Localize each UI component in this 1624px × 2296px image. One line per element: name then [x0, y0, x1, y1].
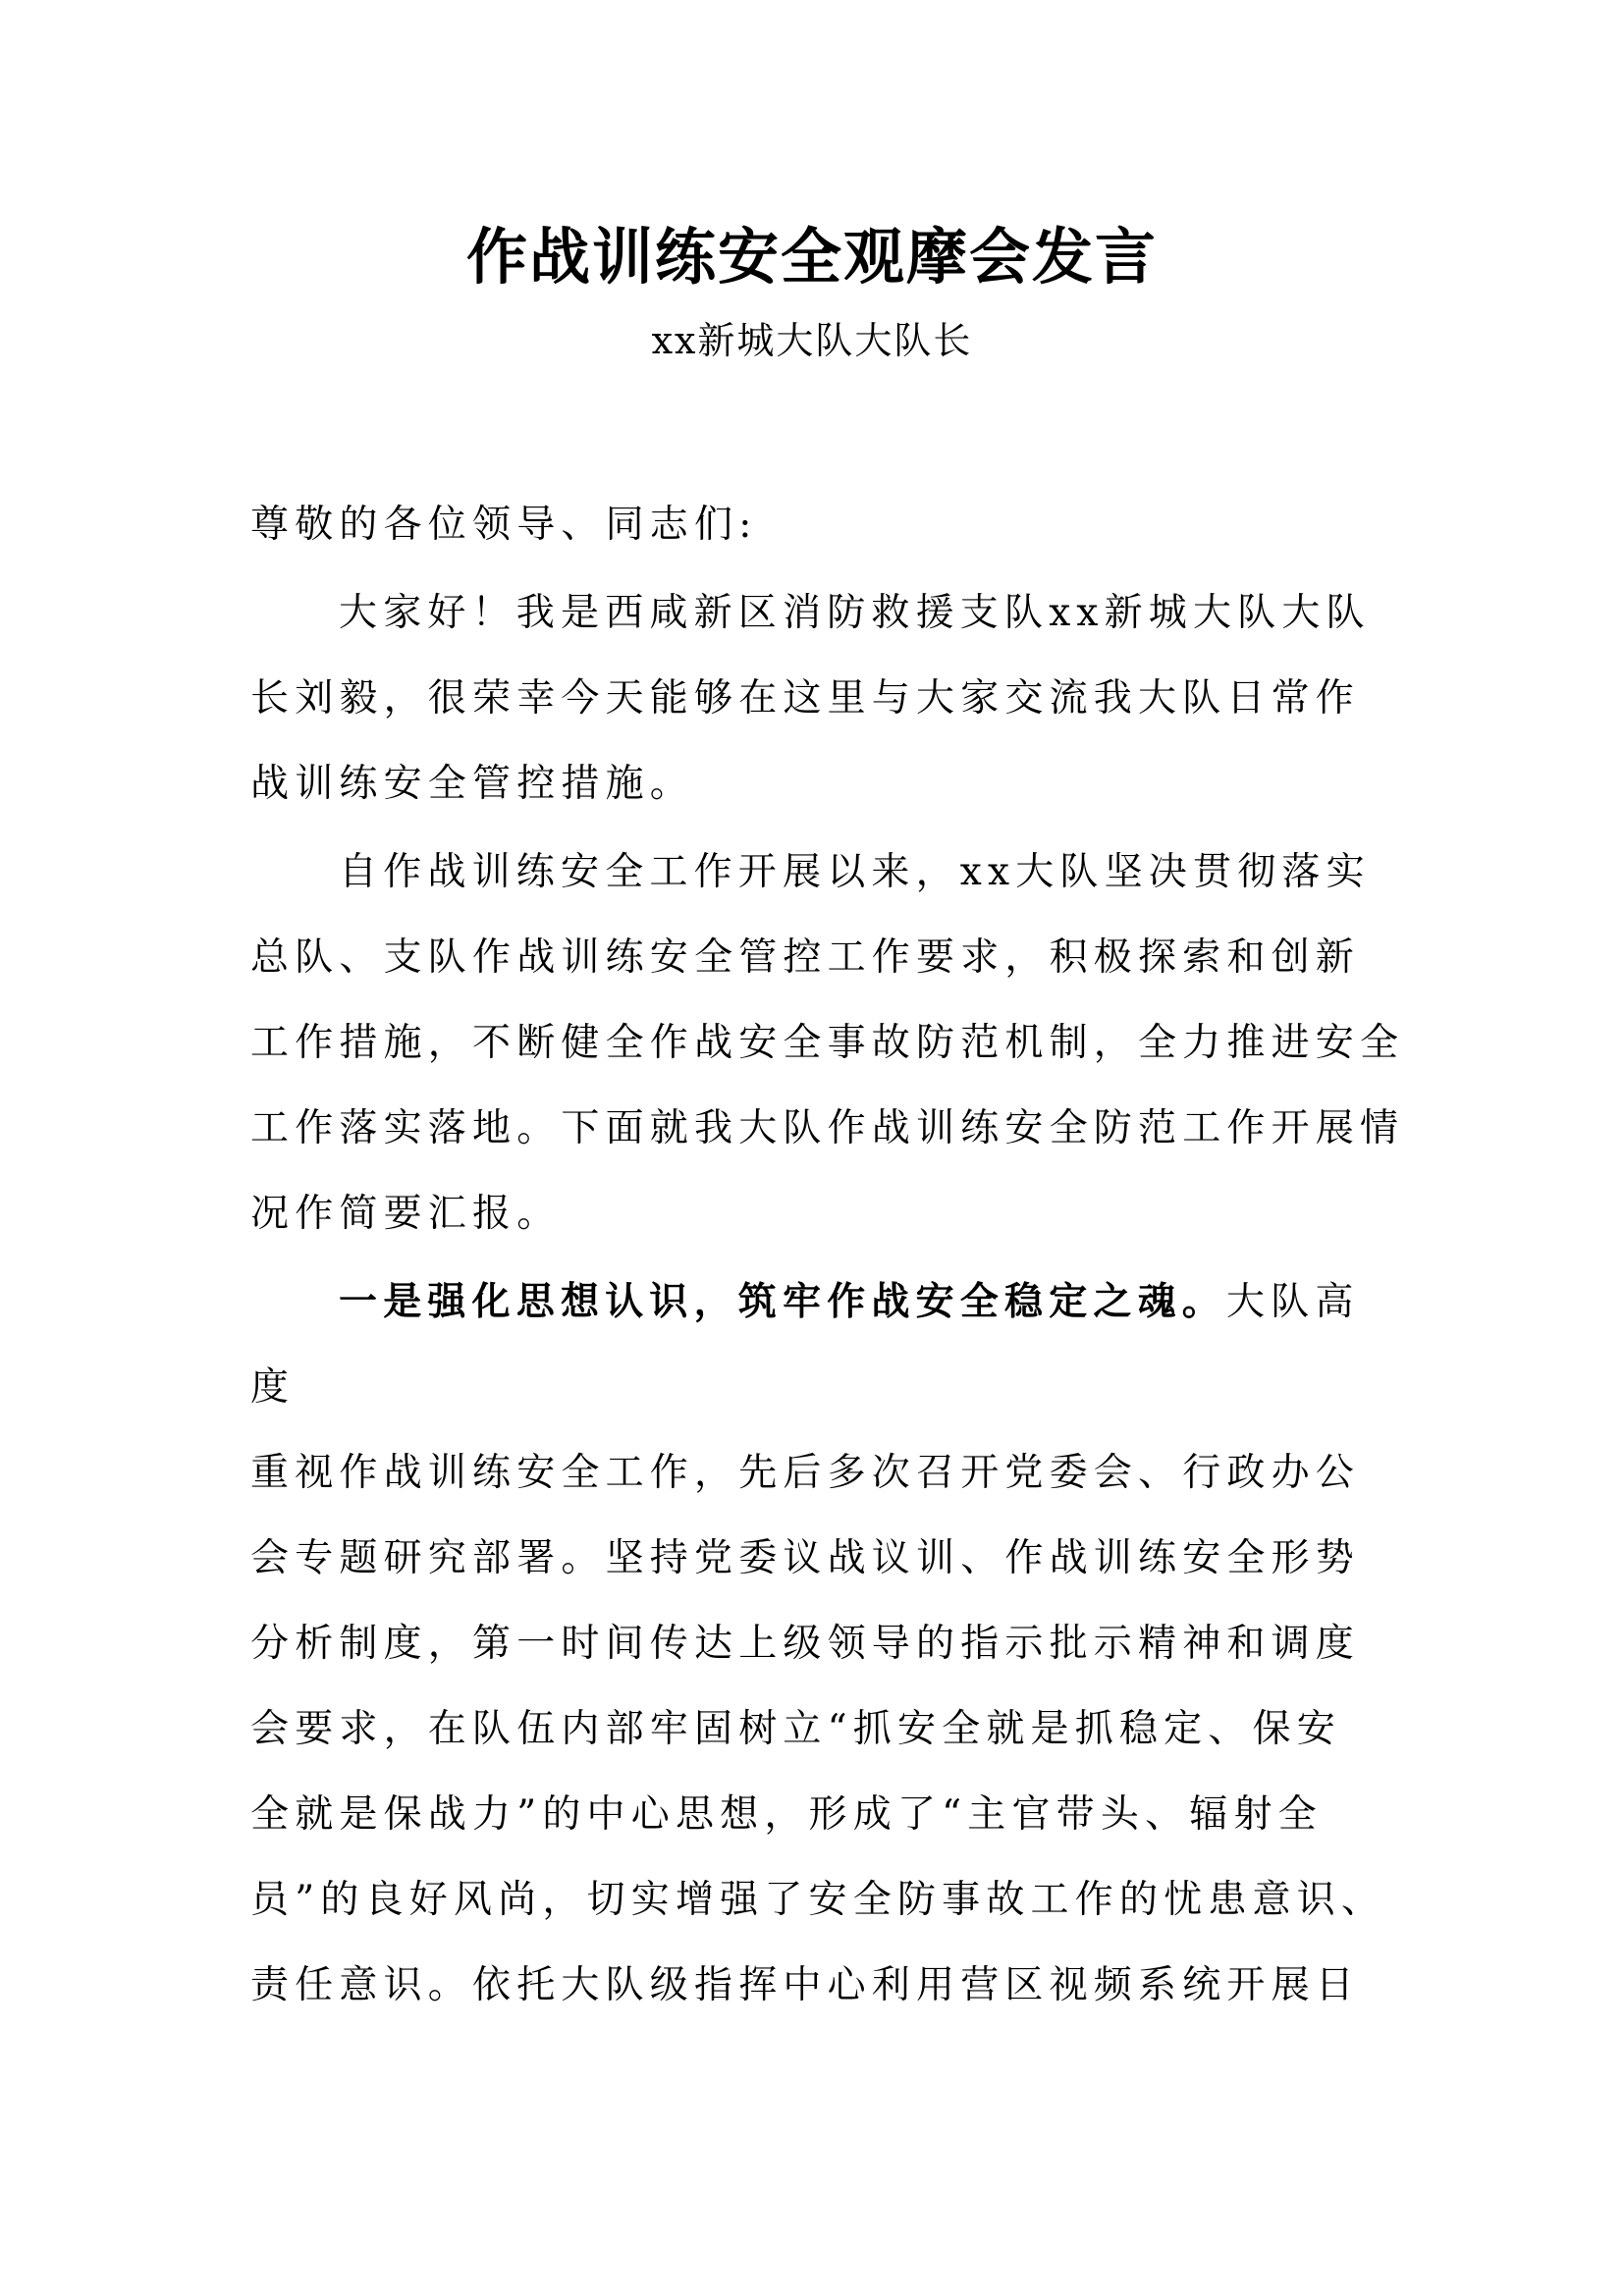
section-heading-tail: 大队高: [1226, 1280, 1360, 1324]
paragraph-2-line-4: 工作落实落地。下面就我大队作战训练安全防范工作开展情: [250, 1106, 1405, 1150]
paragraph-3-line-1: [339, 1277, 1360, 1328]
paragraph-3-line-8: 员”的良好风尚，切实增强了安全防事故工作的忧患意识、: [250, 1878, 1386, 1922]
paragraph-1-line-1: 大家好！我是西咸新区消防救援支队xx新城大队大队: [339, 591, 1371, 635]
paragraph-2-line-5: 况作简要汇报。: [250, 1192, 562, 1236]
paragraph-2-line-3: 工作措施，不断健全作战安全事故防范机制，全力推进安全: [250, 1021, 1405, 1065]
paragraph-3-line-6: 会要求，在队伍内部牢固树立“抓安全就是抓稳定、保安: [250, 1707, 1341, 1751]
paragraph-3-line-4: 会专题研究部署。坚持党委议战议训、作战训练安全形势: [250, 1536, 1361, 1580]
paragraph-3-line-9: 责任意识。依托大队级指挥中心利用营区视频系统开展日: [250, 1963, 1361, 2007]
salutation: 尊敬的各位领导、同志们:: [250, 503, 758, 547]
paragraph-2-line-1: 自作战训练安全工作开展以来，xx大队坚决贯彻落实: [339, 850, 1371, 894]
document-title: 作战训练安全观摩会发言: [465, 221, 1158, 293]
paragraph-3-line-5: 分析制度，第一时间传达上级领导的指示批示精神和调度: [250, 1622, 1361, 1666]
paragraph-3-line-3: 重视作战训练安全工作，先后多次召开党委会、行政办公: [250, 1451, 1361, 1495]
paragraph-1-line-2: 长刘毅，很荣幸今天能够在这里与大家交流我大队日常作: [250, 676, 1361, 721]
paragraph-1-line-3: 战训练安全管控措施。: [250, 762, 695, 806]
paragraph-3-line-2: 度: [250, 1365, 296, 1410]
section-heading: 一是强化思想认识，筑牢作战安全稳定之魂。: [339, 1280, 1227, 1324]
paragraph-2-line-2: 总队、支队作战训练安全管控工作要求，积极探索和创新: [250, 935, 1361, 980]
paragraph-3-line-7: 全就是保战力”的中心思想，形成了“主官带头、辐射全: [250, 1792, 1323, 1837]
document-subtitle: xx新城大队大队长: [651, 319, 973, 362]
